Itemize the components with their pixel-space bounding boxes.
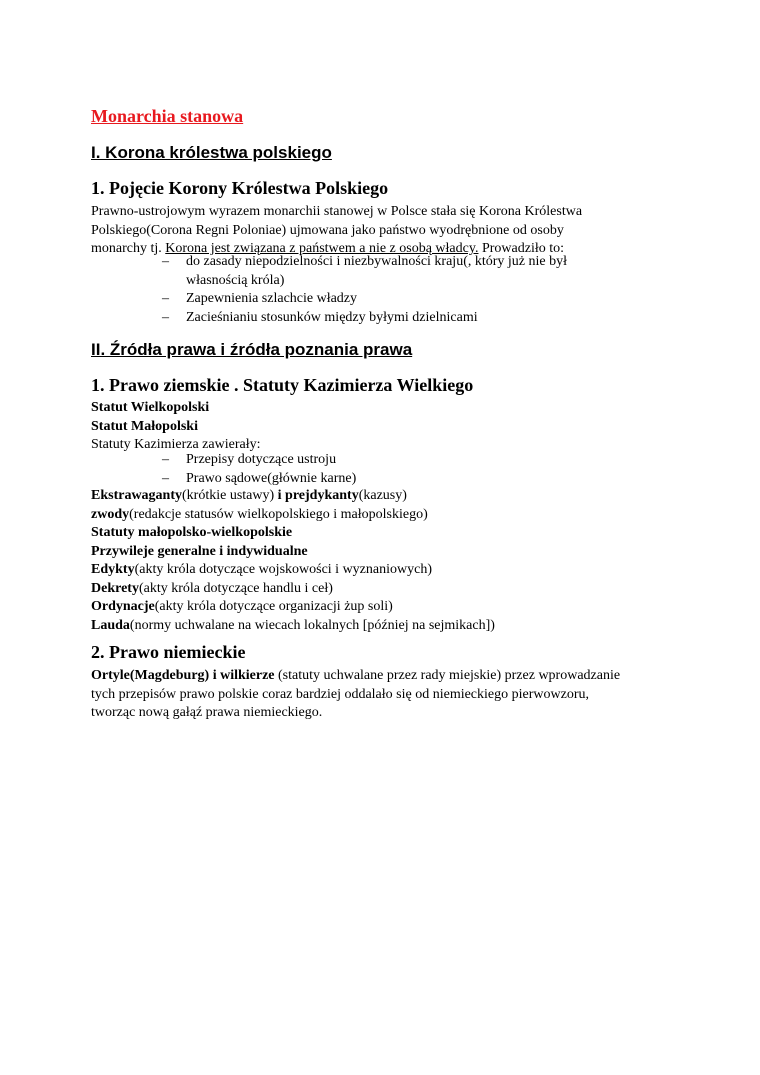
paragraph-line: [91, 667, 620, 686]
paragraph-line: tworząc nową gałąź prawa niemieckiego.: [91, 705, 323, 720]
legal-act-description: (krótkie ustawy): [182, 488, 278, 503]
paragraph-text: monarchy tj.: [91, 241, 166, 256]
paragraph-line: tych przepisów prawo polskie coraz bardziej oddalało się od niemieckiego pierwowzoru,: [91, 686, 589, 702]
legal-act-term: Lauda: [91, 617, 130, 633]
legal-act-item: [91, 598, 495, 617]
legal-act-term: Edykty: [91, 562, 135, 577]
legal-act-term: Ortyle(Magdeburg) i wilkierze: [91, 668, 275, 683]
paragraph-text: Prowadziło to:: [478, 241, 565, 256]
legal-act-item: [91, 580, 495, 599]
list-item-text: Zapewnienia szlachcie władzy: [186, 291, 358, 306]
dash-bullet: –: [162, 470, 169, 486]
statute-name: Statut Małopolski: [91, 418, 198, 434]
legal-act-term: zwody: [91, 506, 130, 522]
statutes-intro: Statuty Kazimierza zawierały:: [91, 437, 261, 452]
list-item: [162, 309, 567, 328]
section-2-heading: II. Źródła prawa i źródła poznania prawa: [91, 340, 413, 359]
list-item: [162, 451, 356, 470]
dash-bullet: –: [162, 291, 169, 306]
list-item-text: do zasady niepodzielności i niezbywalności kraju(, który już nie był: [186, 254, 568, 269]
paragraph-text: (statuty uchwalane przez rady miejskie) przez wprowadzanie: [274, 668, 621, 683]
german-law-paragraph: [91, 667, 620, 723]
legal-act-term: Ekstrawaganty: [91, 488, 183, 503]
legal-acts-list: [91, 487, 495, 635]
paragraph-line: Prawno-ustrojowym wyrazem monarchii stanowej w Polsce stała się Korona Królestwa: [91, 204, 583, 219]
legal-act-description: (redakcje statusów wielkopolskiego i małopolskiego): [129, 506, 428, 522]
section-1-heading: I. Korona królestwa polskiego: [91, 143, 332, 162]
section-1-paragraph: [91, 203, 582, 259]
legal-act-description: (kazusy): [358, 488, 407, 503]
section-2-bullet-list: [162, 451, 356, 488]
section-2-subheading-2: 2. Prawo niemieckie: [91, 642, 246, 662]
legal-act-term: Ordynacje: [91, 599, 155, 614]
section-1-subheading: 1. Pojęcie Korony Królestwa Polskiego: [91, 178, 389, 198]
list-item-continuation: [162, 272, 567, 291]
legal-act-item: [91, 487, 495, 506]
legal-act-description: (akty króla dotyczące wojskowości i wyznaniowych): [134, 562, 432, 577]
statute-name: Statut Wielkopolski: [91, 400, 210, 415]
list-item-text: Zacieśnianiu stosunków między byłymi dzielnicami: [186, 309, 478, 325]
legal-act-term: Statuty małopolsko-wielkopolskie: [91, 525, 293, 540]
legal-act-description: (akty króla dotyczące organizacji żup soli): [154, 599, 393, 614]
document-title: Monarchia stanowa: [91, 106, 244, 126]
dash-bullet: –: [162, 452, 169, 467]
legal-act-term: i prejdykanty: [277, 488, 359, 503]
underlined-statement: Korona jest związana z państwem a nie z osobą władcy.: [165, 241, 479, 256]
list-item: [162, 290, 567, 309]
legal-act-item: [91, 617, 495, 636]
section-2-subheading-1: 1. Prawo ziemskie . Statuty Kazimierza Wielkiego: [91, 375, 474, 395]
legal-act-item: [91, 524, 495, 543]
legal-act-description: (normy uchwalane na wiecach lokalnych [później na sejmikach]): [129, 617, 495, 633]
section-1-bullet-list: [162, 253, 567, 327]
legal-act-term: Przywileje generalne i indywidualne: [91, 543, 308, 559]
list-item-text: własnością króla): [186, 272, 285, 288]
legal-act-term: Dekrety: [91, 580, 139, 596]
legal-act-item: [91, 506, 495, 525]
list-item: [162, 470, 356, 489]
list-item: [162, 253, 567, 272]
dash-bullet: –: [162, 309, 169, 325]
dash-bullet: –: [162, 254, 169, 269]
list-item-text: Prawo sądowe(głównie karne): [186, 470, 357, 486]
list-item-text: Przepisy dotyczące ustroju: [186, 452, 337, 467]
legal-act-description: (akty króla dotyczące handlu i ceł): [138, 580, 333, 596]
paragraph-line: Polskiego(Corona Regni Poloniae) ujmowana jako państwo wyodrębnione od osoby: [91, 222, 564, 238]
statutes-block: [91, 399, 260, 455]
legal-act-item: [91, 543, 495, 562]
legal-act-item: [91, 561, 495, 580]
